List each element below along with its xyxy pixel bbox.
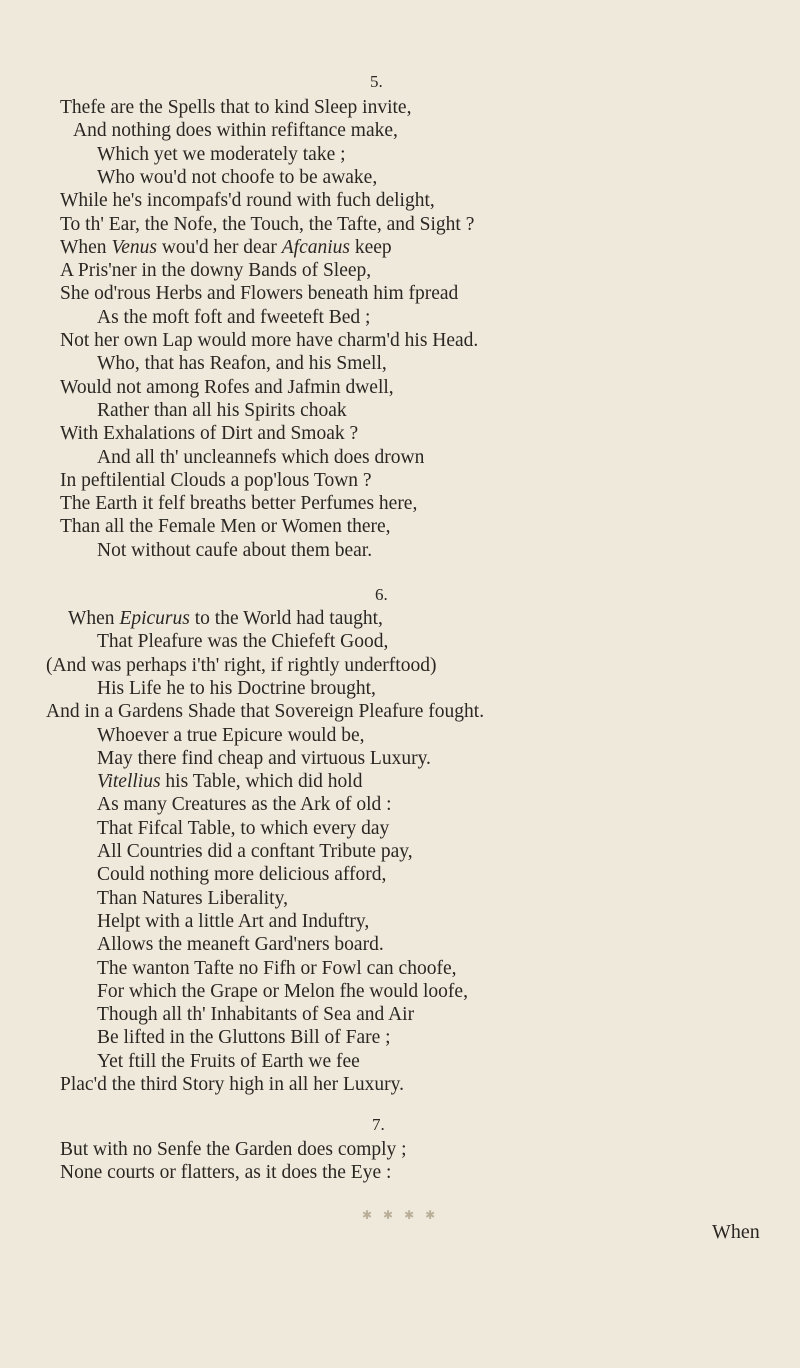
verse-line: (And was perhaps i'th' right, if rightly underftood) bbox=[46, 654, 437, 676]
verse-line: Rather than all his Spirits choak bbox=[97, 399, 347, 421]
italic-name: Epicurus bbox=[119, 608, 190, 629]
verse-line: With Exhalations of Dirt and Smoak ? bbox=[60, 423, 359, 445]
verse-line: Helpt with a little Art and Induftry, bbox=[97, 910, 370, 932]
stanza-number: 7. bbox=[372, 1115, 385, 1134]
stanza-number: 6. bbox=[375, 585, 388, 604]
verse-line: The wanton Tafte no Fifh or Fowl can choofe, bbox=[97, 957, 457, 979]
verse-line: And all th' uncleannefs which does drown bbox=[97, 446, 425, 468]
verse-line: But with no Senfe the Garden does comply ; bbox=[60, 1139, 407, 1160]
verse-line: Allows the meaneft Gard'ners board. bbox=[97, 934, 384, 956]
verse-line: Not her own Lap would more have charm'd his Head. bbox=[60, 330, 479, 351]
verse-line: Who, that has Reafon, and his Smell, bbox=[97, 353, 387, 375]
verse-line: May there find cheap and virtuous Luxury. bbox=[97, 747, 431, 769]
verse-line: None courts or flatters, as it does the Eye : bbox=[60, 1162, 392, 1184]
stanza-number: 5. bbox=[370, 72, 383, 91]
verse-line: In peftilential Clouds a pop'lous Town ? bbox=[60, 469, 372, 491]
verse-line: To th' Ear, the Nofe, the Touch, the Tafte, and Sight ? bbox=[60, 213, 475, 235]
signature-mark: ✱ ✱ ✱ ✱ bbox=[362, 1208, 440, 1222]
verse-text: wou'd her dear bbox=[156, 236, 282, 258]
italic-name: Venus bbox=[111, 236, 157, 258]
verse-line: That Pleafure was the Chiefeft Good, bbox=[97, 631, 389, 653]
verse-text: his Table, which did hold bbox=[160, 771, 363, 793]
verse-line: His Life he to his Doctrine brought, bbox=[97, 677, 376, 699]
verse-line: Than Natures Liberality, bbox=[97, 887, 288, 909]
verse-text: When bbox=[60, 236, 112, 258]
verse-line bbox=[97, 770, 362, 794]
verse-line: As the moft foft and fweeteft Bed ; bbox=[97, 306, 371, 328]
verse-line: Plac'd the third Story high in all her Luxury. bbox=[60, 1074, 404, 1095]
verse-line: Be lifted in the Gluttons Bill of Fare ; bbox=[97, 1027, 391, 1049]
verse-line: Could nothing more delicious afford, bbox=[97, 864, 387, 886]
verse-line: She od'rous Herbs and Flowers beneath him fpread bbox=[60, 283, 459, 305]
verse-line: Whoever a true Epicure would be, bbox=[97, 724, 365, 746]
verse-text: to the World had taught, bbox=[189, 608, 383, 629]
italic-name: Vitellius bbox=[97, 771, 161, 793]
verse-line: Than all the Female Men or Women there, bbox=[60, 516, 391, 538]
verse-line: Which yet we moderately take ; bbox=[97, 143, 346, 165]
verse-line: Not without caufe about them bear. bbox=[97, 539, 373, 561]
verse-line: For which the Grape or Melon fhe would loofe, bbox=[97, 980, 468, 1002]
verse-line: Yet ftill the Fruits of Earth we fee bbox=[97, 1050, 360, 1072]
verse-line: Who wou'd not choofe to be awake, bbox=[97, 166, 378, 188]
verse-line: As many Creatures as the Ark of old : bbox=[97, 794, 392, 816]
verse-line: While he's incompafs'd round with fuch delight, bbox=[60, 190, 435, 212]
verse-line: Thefe are the Spells that to kind Sleep invite, bbox=[60, 97, 412, 118]
catchword: When bbox=[712, 1221, 760, 1243]
verse-line bbox=[68, 607, 383, 631]
verse-line: All Countries did a conftant Tribute pay, bbox=[97, 841, 413, 862]
verse-text: When bbox=[68, 608, 120, 629]
verse-line bbox=[60, 236, 392, 260]
verse-line: That Fifcal Table, to which every day bbox=[97, 817, 390, 839]
verse-line: Though all th' Inhabitants of Sea and Air bbox=[97, 1004, 415, 1026]
verse-line: And nothing does within refiftance make, bbox=[73, 120, 398, 142]
verse-line: A Pris'ner in the downy Bands of Sleep, bbox=[60, 260, 372, 282]
verse-line: The Earth it felf breaths better Perfumes here, bbox=[60, 493, 418, 515]
verse-text: keep bbox=[350, 236, 392, 258]
verse-line: And in a Gardens Shade that Sovereign Pleafure fought. bbox=[46, 701, 485, 723]
verse-line: Would not among Rofes and Jafmin dwell, bbox=[60, 376, 394, 398]
italic-name: Afcanius bbox=[281, 236, 350, 258]
